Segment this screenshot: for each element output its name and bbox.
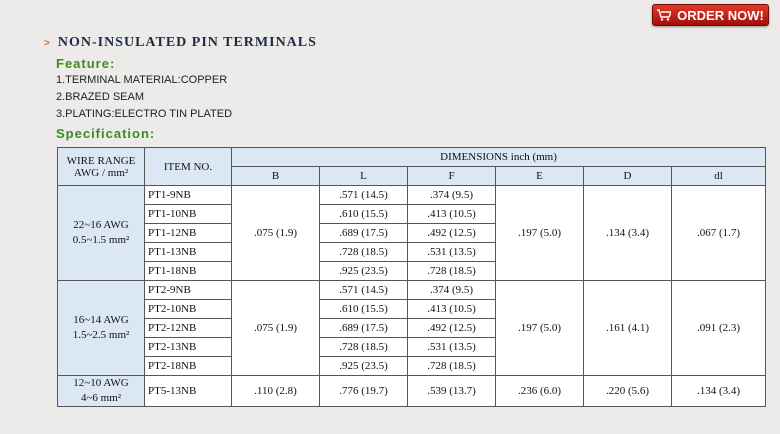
item-no-cell: PT1-18NB [145, 262, 232, 281]
header-dimensions: DIMENSIONS inch (mm) [232, 148, 766, 167]
specification-table [57, 147, 766, 407]
item-no-cell: PT1-10NB [145, 205, 232, 224]
dim-l-cell: .571 (14.5) [320, 281, 408, 300]
dim-f-cell: .374 (9.5) [408, 281, 496, 300]
mm2-range: 4~6 mm² [80, 392, 122, 404]
dim-e-cell: .197 (5.0) [496, 281, 584, 376]
header-item-no: ITEM NO. [145, 148, 232, 186]
dim-l-cell: .571 (14.5) [320, 186, 408, 205]
item-no-cell: PT1-13NB [145, 243, 232, 262]
order-now-button[interactable] [652, 4, 769, 26]
awg-range: 22~16 AWG [73, 219, 129, 231]
item-no-cell: PT1-9NB [145, 186, 232, 205]
dim-f-cell: .728 (18.5) [408, 357, 496, 376]
dim-l-cell: .728 (18.5) [320, 338, 408, 357]
awg-range: 12~10 AWG [73, 377, 129, 389]
dim-b-cell: .110 (2.8) [232, 376, 320, 407]
mm2-range: 1.5~2.5 mm² [72, 329, 130, 341]
page-title: NON-INSULATED PIN TERMINALS [57, 35, 317, 50]
dim-f-cell: .374 (9.5) [408, 186, 496, 205]
dim-e-cell: .197 (5.0) [496, 186, 584, 281]
dim-l-cell: .610 (15.5) [320, 205, 408, 224]
item-no-cell: PT2-10NB [145, 300, 232, 319]
table-row [58, 376, 766, 407]
dim-l-cell: .776 (19.7) [320, 376, 408, 407]
item-no-cell: PT5-13NB [145, 376, 232, 407]
dim-l-cell: .925 (23.5) [320, 262, 408, 281]
wire-range-cell [58, 376, 145, 407]
awg-range: 16~14 AWG [73, 314, 129, 326]
dim-b-cell: .075 (1.9) [232, 281, 320, 376]
dim-l-cell: .689 (17.5) [320, 319, 408, 338]
dim-l-cell: .610 (15.5) [320, 300, 408, 319]
feature-item: 3.PLATING:ELECTRO TIN PLATED [56, 108, 233, 120]
dim-d-cell: .134 (3.4) [584, 186, 672, 281]
table-row [58, 281, 766, 300]
dim-f-cell: .531 (13.5) [408, 243, 496, 262]
dim-f-cell: .492 (12.5) [408, 224, 496, 243]
dim-e-cell: .236 (6.0) [496, 376, 584, 407]
specification-heading: Specification: [56, 126, 156, 141]
feature-item: 1.TERMINAL MATERIAL:COPPER [56, 74, 228, 86]
header-col-dl: dl [672, 167, 766, 186]
specification-body [58, 186, 766, 407]
feature-heading: Feature: [56, 56, 116, 71]
header-col-b: B [232, 167, 320, 186]
dim-f-cell: .413 (10.5) [408, 205, 496, 224]
mm2-range: 0.5~1.5 mm² [72, 234, 130, 246]
item-no-cell: PT2-9NB [145, 281, 232, 300]
dim-l-cell: .689 (17.5) [320, 224, 408, 243]
item-no-cell: PT2-18NB [145, 357, 232, 376]
wire-range-cell [58, 281, 145, 376]
dim-f-cell: .539 (13.7) [408, 376, 496, 407]
dim-f-cell: .531 (13.5) [408, 338, 496, 357]
header-col-e: E [496, 167, 584, 186]
dim-b-cell: .075 (1.9) [232, 186, 320, 281]
item-no-cell: PT1-12NB [145, 224, 232, 243]
dim-f-cell: .492 (12.5) [408, 319, 496, 338]
feature-item: 2.BRAZED SEAM [56, 91, 145, 103]
dim-dl-cell: .134 (3.4) [672, 376, 766, 407]
bullet-arrow-icon: > [44, 37, 50, 49]
order-now-label: ORDER NOW! [677, 7, 764, 23]
header-col-d: D [584, 167, 672, 186]
item-no-cell: PT2-12NB [145, 319, 232, 338]
cart-icon [657, 9, 671, 21]
dim-f-cell: .413 (10.5) [408, 300, 496, 319]
dim-dl-cell: .091 (2.3) [672, 281, 766, 376]
dim-d-cell: .161 (4.1) [584, 281, 672, 376]
dim-d-cell: .220 (5.6) [584, 376, 672, 407]
table-row [58, 186, 766, 205]
dim-l-cell: .925 (23.5) [320, 357, 408, 376]
dim-l-cell: .728 (18.5) [320, 243, 408, 262]
page-header [44, 35, 317, 51]
header-wire-range [58, 148, 145, 186]
item-no-cell: PT2-13NB [145, 338, 232, 357]
wire-range-cell [58, 186, 145, 281]
wire-unit-label: AWG / mm² [73, 166, 129, 179]
dim-f-cell: .728 (18.5) [408, 262, 496, 281]
header-col-l: L [320, 167, 408, 186]
dim-dl-cell: .067 (1.7) [672, 186, 766, 281]
wire-range-label: WIRE RANGE [66, 154, 136, 167]
header-col-f: F [408, 167, 496, 186]
